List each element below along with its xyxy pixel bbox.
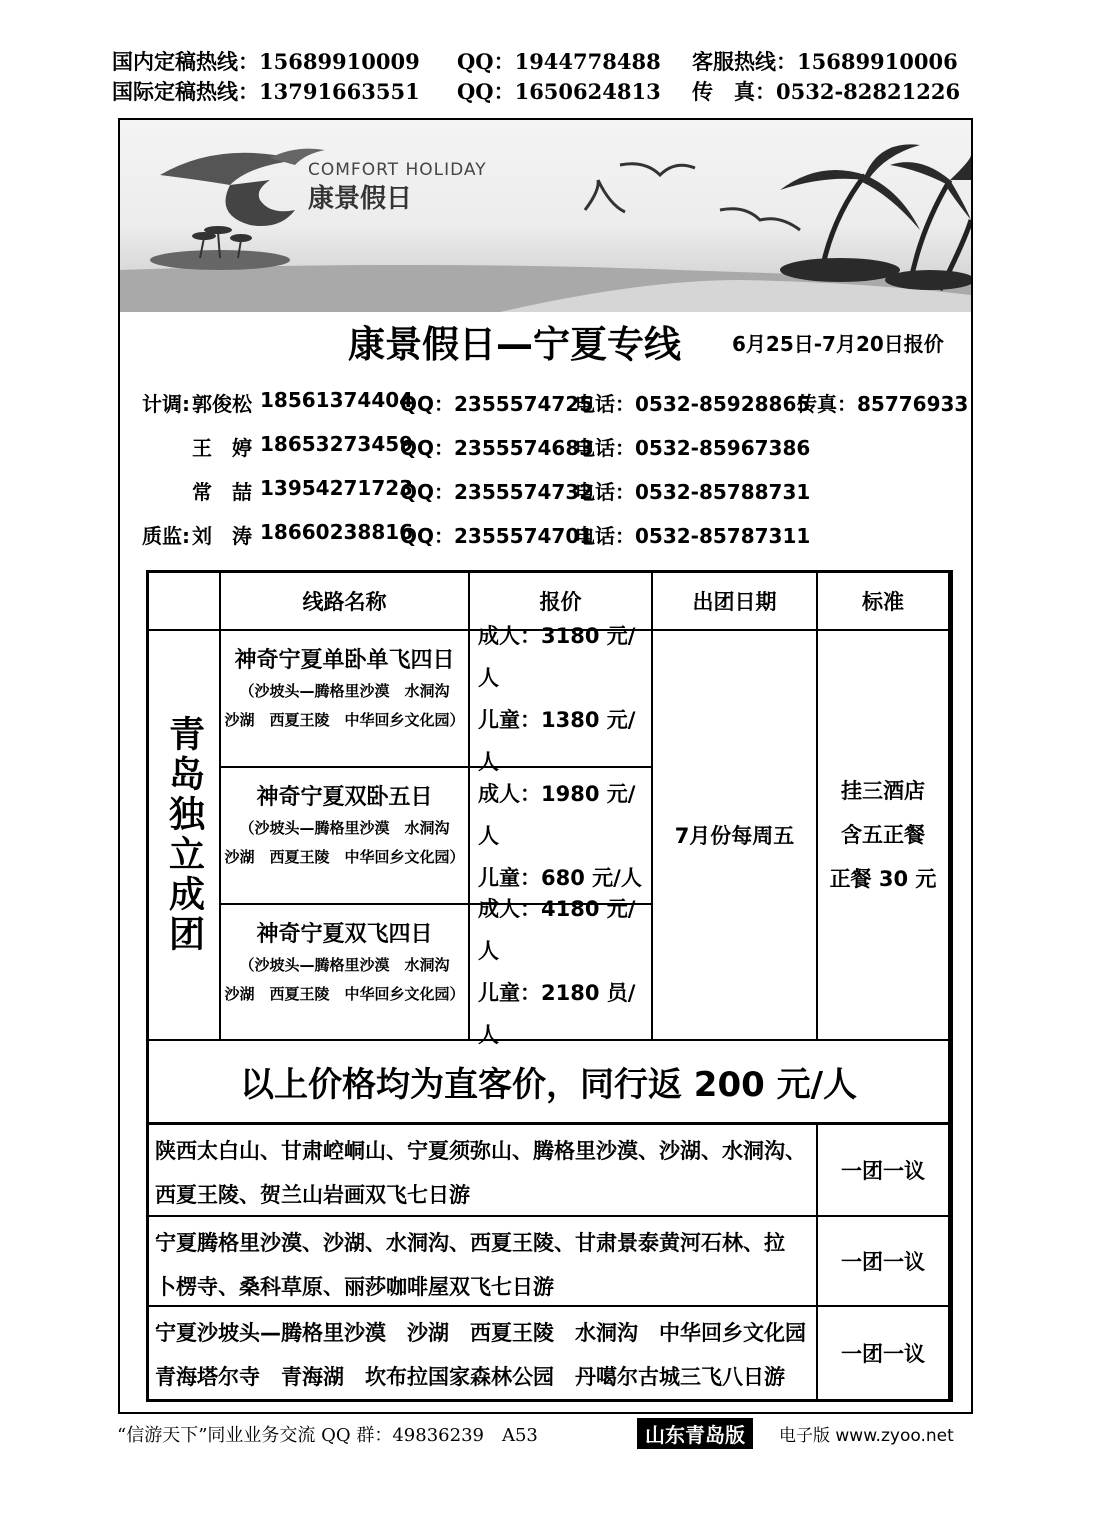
header-standard: 标准 — [818, 573, 950, 631]
contact-row — [142, 520, 962, 564]
extra-route-line: 卜楞寺、桑科草原、丽莎咖啡屋双飞七日游 — [155, 1275, 554, 1299]
international-qq: QQ：1650624813 — [457, 79, 661, 104]
hotlines — [112, 46, 972, 106]
standard-hotel: 挂三酒店 — [841, 779, 925, 803]
contact-name: 郭俊松 — [192, 392, 252, 416]
footer-qq-group: “信游天下”同业业务交流 QQ 群：49836239 A53 — [117, 1425, 538, 1446]
contact-mobile: 13954271723 — [260, 476, 414, 500]
extra-route-price: 一团一议 — [818, 1125, 950, 1217]
route-stops: 沙湖 西夏王陵 中华回乡文化园） — [224, 711, 465, 729]
contact-qq: QQ：2355574683 — [400, 436, 594, 460]
header-route-name: 线路名称 — [221, 573, 470, 631]
extra-route-line: 宁夏腾格里沙漠、沙湖、水洞沟、西夏王陵、甘肃景泰黄河石林、拉 — [155, 1231, 785, 1255]
contact-tel: 电话：0532-85788731 — [575, 480, 811, 504]
domestic-qq: QQ：1944778488 — [457, 49, 661, 74]
contact-fax: 传真：85776933 — [797, 392, 969, 416]
hotline-row-1 — [112, 46, 972, 76]
route-stops: 沙湖 西夏王陵 中华回乡文化园） — [224, 848, 465, 866]
contact-row — [142, 476, 962, 520]
route-name: 神奇宁夏双卧五日 — [256, 785, 433, 810]
route-name: 神奇宁夏单卧单飞四日 — [234, 648, 455, 673]
extra-route-line: 陕西太白山、甘肃崆峒山、宁夏须弥山、腾格里沙漠、沙湖、水洞沟、 — [155, 1139, 806, 1163]
contact-row — [142, 432, 962, 476]
route-cell — [221, 905, 470, 1041]
route-stops: （沙坡头—腾格里沙漠 水洞沟 — [239, 682, 450, 700]
service-hotline: 客服热线：15689910006 — [692, 49, 958, 74]
contact-name: 常 喆 — [192, 480, 252, 504]
header-price: 报价 — [470, 573, 653, 631]
group-label: 青岛独立成团 — [149, 631, 221, 1041]
contact-role: 计调: — [142, 392, 190, 416]
standard-meal-price: 正餐 30 元 — [829, 867, 937, 891]
contact-mobile: 18653273459 — [260, 432, 414, 456]
contact-name: 王 婷 — [192, 436, 252, 460]
standard-cell — [818, 631, 950, 1041]
adult-price: 成人：3180 元/人 — [478, 623, 636, 690]
extra-route-line: 西夏王陵、贺兰山岩画双飞七日游 — [155, 1183, 470, 1207]
extra-route-line: 宁夏沙坡头—腾格里沙漠 沙湖 西夏王陵 水洞沟 中华回乡文化园 — [155, 1321, 806, 1345]
domestic-hotline: 国内定稿热线：15689910009 — [112, 49, 420, 74]
contact-tel: 电话：0532-85787311 — [575, 524, 811, 548]
route-cell — [221, 631, 470, 768]
child-price: 儿童：1380 元/人 — [478, 707, 636, 774]
contact-qq: QQ：2355574701 — [400, 524, 594, 548]
brand-name-cn: 康景假日 — [308, 184, 413, 214]
contact-role: 质监: — [142, 524, 190, 548]
extra-route-price: 一团一议 — [818, 1217, 950, 1307]
header-departure: 出团日期 — [653, 573, 818, 631]
adult-price: 成人：4180 元/人 — [478, 897, 636, 963]
departure-cell: 7月份每周五 — [653, 631, 818, 1041]
extra-route — [149, 1125, 818, 1217]
route-cell — [221, 768, 470, 905]
route-stops: （沙坡头—腾格里沙漠 水洞沟 — [239, 956, 450, 974]
contact-list — [142, 388, 969, 564]
contact-tel: 电话：0532-85928865 — [575, 392, 811, 416]
adult-price: 成人：1980 元/人 — [478, 781, 636, 848]
contact-tel: 电话：0532-85967386 — [575, 436, 811, 460]
contact-mobile: 18561374404 — [260, 388, 414, 412]
contact-row — [142, 388, 969, 432]
route-name: 神奇宁夏双飞四日 — [256, 922, 433, 947]
price-cell — [470, 897, 653, 1047]
ad-frame — [118, 118, 973, 1414]
extra-route-line: 青海塔尔寺 青海湖 坎布拉国家森林公园 丹噶尔古城三飞八日游 — [155, 1365, 785, 1389]
contact-mobile: 18660238816 — [260, 520, 414, 544]
footer-edition-badge: 山东青岛版 — [637, 1418, 753, 1449]
header-blank-cell — [149, 573, 221, 631]
logo-bird-icon — [160, 149, 325, 226]
child-price: 儿童：680 元/人 — [478, 865, 642, 890]
beach-scene-illustration — [120, 120, 971, 312]
route-stops: 沙湖 西夏王陵 中华回乡文化园） — [224, 985, 465, 1003]
page-footer — [117, 1418, 977, 1448]
price-cell — [470, 623, 653, 774]
child-price: 儿童：2180 员/人 — [478, 981, 636, 1047]
extra-route-price: 一团一议 — [818, 1307, 950, 1399]
seagull-icon — [585, 164, 800, 230]
fax-line: 传 真：0532-82821226 — [692, 79, 961, 104]
page-title: 康景假日—宁夏专线 — [348, 323, 681, 366]
international-hotline: 国际定稿热线：13791663551 — [112, 79, 420, 104]
standard-meals: 含五正餐 — [841, 823, 925, 847]
extra-route — [149, 1217, 818, 1307]
footer-website[interactable]: 电子版 www.zyoo.net — [779, 1426, 954, 1446]
price-table — [146, 570, 953, 1402]
extra-route — [149, 1307, 818, 1399]
contact-name: 刘 涛 — [192, 524, 252, 548]
price-notice: 以上价格均为直客价，同行返 200 元/人 — [149, 1041, 950, 1125]
brand-name-en: COMFORT HOLIDAY — [308, 160, 487, 180]
contact-qq: QQ：2355574732 — [400, 480, 594, 504]
quote-date-range: 6月25日-7月20日报价 — [732, 332, 944, 356]
route-stops: （沙坡头—腾格里沙漠 水洞沟 — [239, 819, 450, 837]
beach-banner — [120, 120, 971, 312]
price-cell — [470, 768, 653, 905]
hotline-row-2 — [112, 76, 972, 106]
contact-qq: QQ：2355574725 — [400, 392, 594, 416]
